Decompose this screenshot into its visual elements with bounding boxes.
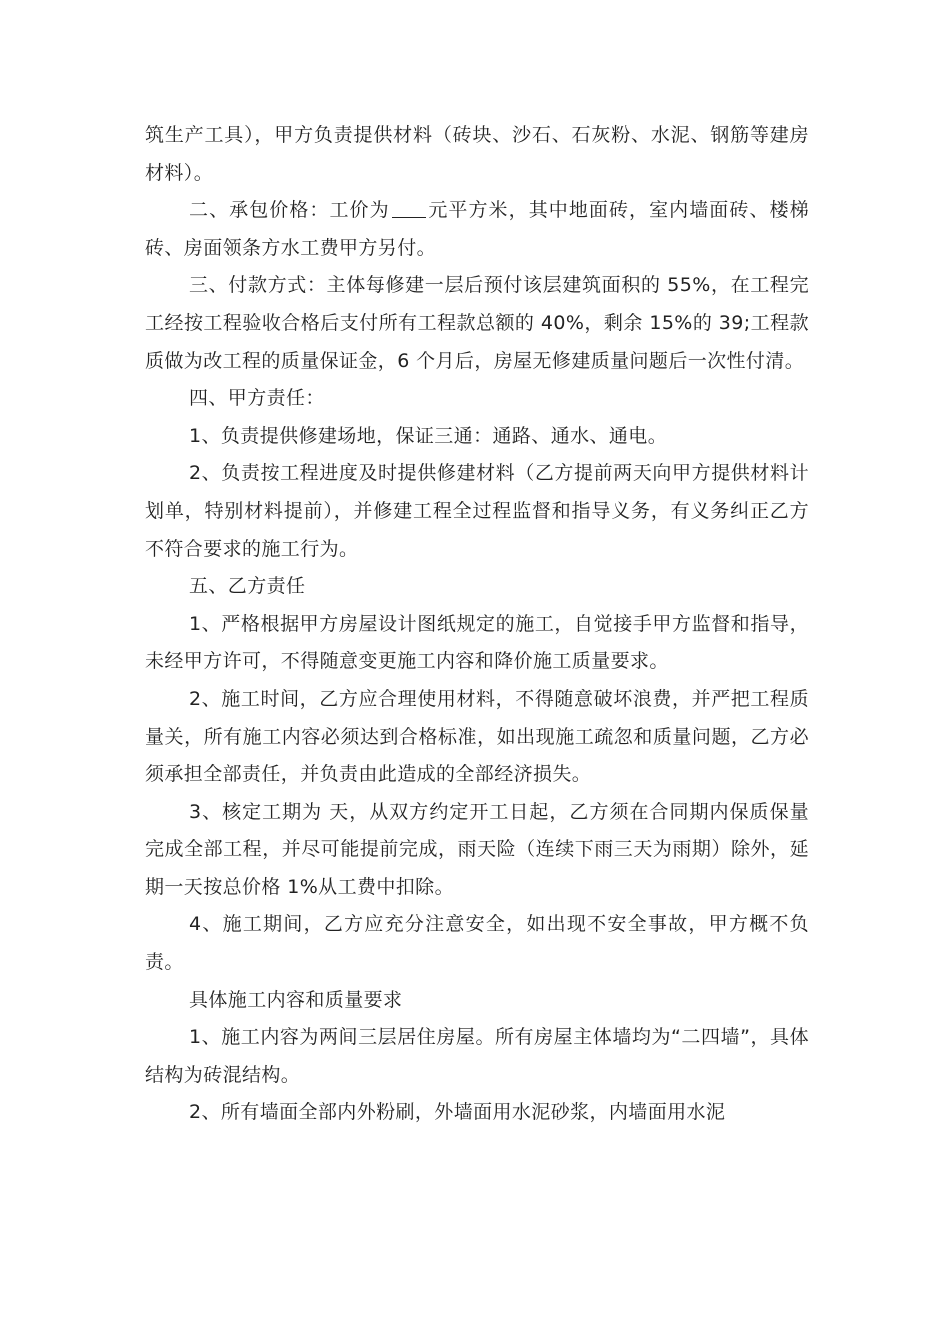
price-text-before: 二、承包价格：工价为	[189, 199, 390, 222]
price-text-after: 元平方米，其中地面砖，室内墙面砖、楼梯砖、房面领条方水工费甲方另付。	[145, 199, 809, 259]
paragraph-party-b-item-2: 2、施工时间，乙方应合理使用材料，不得随意破坏浪费，并严把工程质量关，所有施工内容必须达到合格标准，如出现施工疏忽和质量问题，乙方必须承担全部责任，并负责由此造成的全部经济损失。	[145, 687, 809, 786]
paragraph-contract-price	[145, 192, 809, 267]
paragraph-payment-method: 三、付款方式：主体每修建一层后预付该层建筑面积的 55%，在工程完工经按工程验收合格后支付所有工程款总额的 40%，剩余 15%的 39;工程款质做为改工程的质量保证金，6 个月后，房屋无修建质量问题后一次性付清。	[145, 274, 809, 372]
paragraph-party-b-item-4: 4、施工期间，乙方应充分注意安全，如出现不安全事故，甲方概不负责。	[145, 913, 809, 974]
heading-party-a-responsibility: 四、甲方责任：	[189, 387, 325, 410]
price-blank-line	[392, 197, 426, 218]
paragraph-requirement-item-2: 2、所有墙面全部内外粉刷，外墙面用水泥砂浆，内墙面用水泥	[189, 1101, 726, 1124]
paragraph-party-a-item-2: 2、负责按工程进度及时提供修建材料（乙方提前两天向甲方提供材料计划单，特别材料提前），并修建工程全过程监督和指导义务，有义务纠正乙方不符合要求的施工行为。	[145, 462, 809, 560]
paragraph-tools-materials: 筑生产工具），甲方负责提供材料（砖块、沙石、石灰粉、水泥、钢筋等建房材料）。	[145, 124, 809, 184]
paragraph-party-b-item-1: 1、严格根据甲方房屋设计图纸规定的施工，自觉接手甲方监督和指导，未经甲方许可，不得随意变更施工内容和降价施工质量要求。	[145, 612, 809, 673]
paragraph-party-b-item-3: 3、核定工期为 天，从双方约定开工日起，乙方须在合同期内保质保量完成全部工程，并尽可能提前完成，雨天险（连续下雨三天为雨期）除外，延期一天按总价格 1%从工费中扣除。	[145, 800, 809, 898]
heading-construction-requirements: 具体施工内容和质量要求	[189, 988, 403, 1011]
paragraph-requirement-item-1: 1、施工内容为两间三层居住房屋。所有房屋主体墙均为“二四墙”，具体结构为砖混结构。	[145, 1026, 809, 1086]
paragraph-party-a-item-1: 1、负责提供修建场地，保证三通：通路、通水、通电。	[189, 424, 668, 447]
document-body	[145, 117, 809, 1132]
heading-party-b-responsibility: 五、乙方责任	[189, 575, 306, 598]
